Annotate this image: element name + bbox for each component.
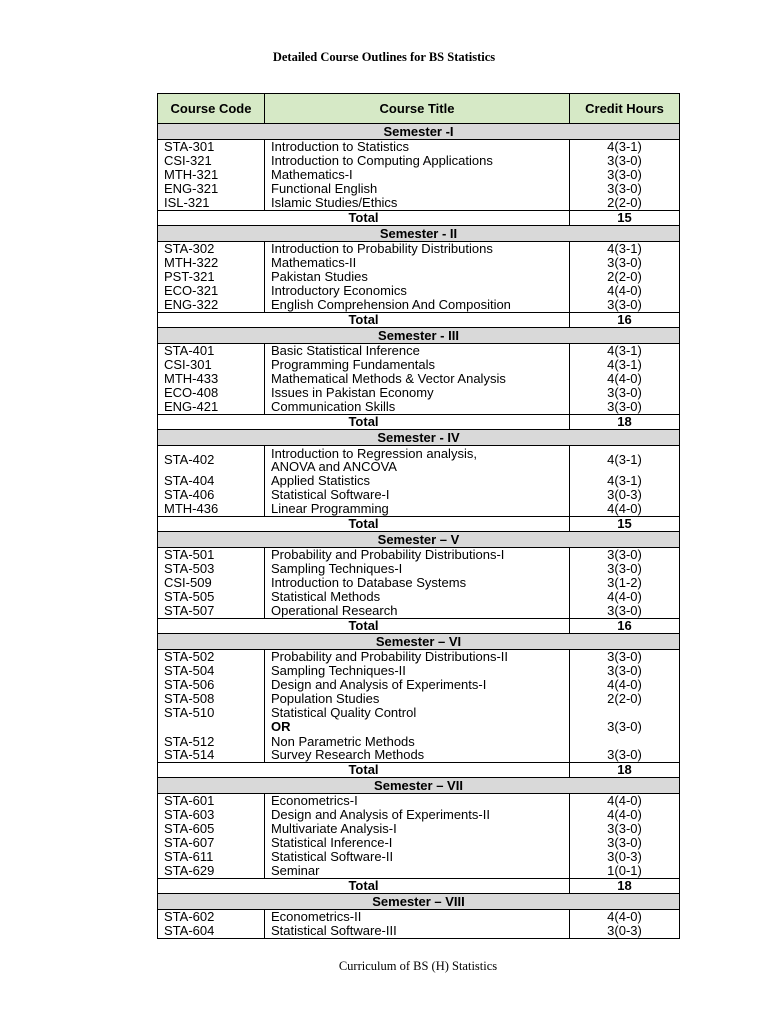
credit-hours: 3(3-0) <box>570 182 680 196</box>
course-title: Probability and Probability Distributions-I <box>265 548 570 563</box>
total-row <box>158 619 680 634</box>
total-label: Total <box>158 211 570 226</box>
semester-heading: Semester – VI <box>158 634 680 650</box>
semester-header-row <box>158 328 680 344</box>
semester-heading: Semester – V <box>158 532 680 548</box>
course-code: ENG-421 <box>158 400 265 415</box>
credit-hours: 3(3-0) <box>570 748 680 763</box>
course-row <box>158 474 680 488</box>
credit-hours: 3(3-0) <box>570 298 680 313</box>
credit-hours: 4(4-0) <box>570 794 680 809</box>
course-row <box>158 808 680 822</box>
semester-header-row <box>158 778 680 794</box>
course-title <box>265 706 570 748</box>
course-row <box>158 576 680 590</box>
alternative-titles <box>271 706 563 748</box>
course-title: Econometrics-II <box>265 910 570 925</box>
course-code: STA-603 <box>158 808 265 822</box>
credit-hours: 4(3-1) <box>570 242 680 257</box>
page-footer: Curriculum of BS (H) Statistics <box>338 959 498 973</box>
course-code: CSI-301 <box>158 358 265 372</box>
course-title: Sampling Techniques-II <box>265 664 570 678</box>
total-credit-hours: 15 <box>570 211 680 226</box>
course-code: STA-607 <box>158 836 265 850</box>
course-table <box>157 93 680 939</box>
course-code: STA-504 <box>158 664 265 678</box>
credit-hours: 4(4-0) <box>570 284 680 298</box>
course-code: ECO-408 <box>158 386 265 400</box>
semester-header-row <box>158 894 680 910</box>
course-row <box>158 182 680 196</box>
course-title: Statistical Methods <box>265 590 570 604</box>
course-title-line-1: Introduction to Regression analysis, <box>271 445 477 461</box>
credit-hours: 3(3-0) <box>570 548 680 563</box>
course-code: STA-401 <box>158 344 265 359</box>
credit-hours: 3(3-0) <box>570 706 680 748</box>
course-code: STA-505 <box>158 590 265 604</box>
course-code: STA-404 <box>158 474 265 488</box>
alternative-codes <box>164 706 258 748</box>
total-row <box>158 313 680 328</box>
course-title: Programming Fundamentals <box>265 358 570 372</box>
total-credit-hours: 16 <box>570 313 680 328</box>
course-row <box>158 836 680 850</box>
course-row <box>158 604 680 619</box>
course-title: Introduction to Database Systems <box>265 576 570 590</box>
course-title: Mathematics-I <box>265 168 570 182</box>
course-title-line-2: ANOVA and ANCOVA <box>271 459 397 474</box>
semester-header-row <box>158 124 680 140</box>
credit-hours: 3(0-3) <box>570 850 680 864</box>
course-title: English Comprehension And Composition <box>265 298 570 313</box>
course-title: Functional English <box>265 182 570 196</box>
course-row <box>158 168 680 182</box>
credit-hours: 4(4-0) <box>570 372 680 386</box>
total-row <box>158 517 680 532</box>
course-code: STA-604 <box>158 924 265 939</box>
course-title: Issues in Pakistan Economy <box>265 386 570 400</box>
course-row <box>158 298 680 313</box>
total-credit-hours: 18 <box>570 415 680 430</box>
total-credit-hours: 18 <box>570 879 680 894</box>
total-label: Total <box>158 415 570 430</box>
course-code: STA-406 <box>158 488 265 502</box>
course-code: MTH-436 <box>158 502 265 517</box>
page-title: Detailed Course Outlines for BS Statistics <box>272 50 496 64</box>
credit-hours: 3(3-0) <box>570 664 680 678</box>
semester-header-row <box>158 532 680 548</box>
course-title: Mathematical Methods & Vector Analysis <box>265 372 570 386</box>
course-row <box>158 446 680 475</box>
credit-hours: 3(3-0) <box>570 650 680 665</box>
course-title: Design and Analysis of Experiments-II <box>265 808 570 822</box>
total-credit-hours: 18 <box>570 763 680 778</box>
course-table-body <box>158 124 680 939</box>
total-label: Total <box>158 879 570 894</box>
course-code: CSI-321 <box>158 154 265 168</box>
credit-hours: 4(3-1) <box>570 446 680 475</box>
total-label: Total <box>158 313 570 328</box>
credit-hours: 3(0-3) <box>570 488 680 502</box>
course-row <box>158 372 680 386</box>
course-code-header: Course Code <box>158 94 265 124</box>
credit-hours: 2(2-0) <box>570 270 680 284</box>
course-title: Sampling Techniques-I <box>265 562 570 576</box>
course-title: Probability and Probability Distributions-II <box>265 650 570 665</box>
course-code: ECO-321 <box>158 284 265 298</box>
course-row <box>158 650 680 665</box>
course-row <box>158 284 680 298</box>
course-row <box>158 242 680 257</box>
course-title: Survey Research Methods <box>265 748 570 763</box>
credit-hours: 3(3-0) <box>570 822 680 836</box>
course-row <box>158 678 680 692</box>
course-title-header: Course Title <box>265 94 570 124</box>
course-row <box>158 256 680 270</box>
semester-heading: Semester - IV <box>158 430 680 446</box>
course-title: Mathematics-II <box>265 256 570 270</box>
course-title: Introduction to Statistics <box>265 140 570 155</box>
course-row <box>158 664 680 678</box>
course-code: STA-501 <box>158 548 265 563</box>
course-code: STA-301 <box>158 140 265 155</box>
semester-header-row <box>158 226 680 242</box>
course-code: MTH-322 <box>158 256 265 270</box>
course-title: Basic Statistical Inference <box>265 344 570 359</box>
course-code: ENG-322 <box>158 298 265 313</box>
course-code: MTH-321 <box>158 168 265 182</box>
course-title: Pakistan Studies <box>265 270 570 284</box>
course-row <box>158 692 680 706</box>
semester-heading: Semester – VIII <box>158 894 680 910</box>
course-code <box>158 706 265 748</box>
course-title: Communication Skills <box>265 400 570 415</box>
course-row <box>158 270 680 284</box>
course-code: STA-506 <box>158 678 265 692</box>
credit-hours: 4(4-0) <box>570 502 680 517</box>
total-row <box>158 415 680 430</box>
course-title: Statistical Software-III <box>265 924 570 939</box>
total-label: Total <box>158 619 570 634</box>
course-code-option-1: STA-510 <box>164 705 215 720</box>
course-title <box>265 446 570 475</box>
course-code: STA-402 <box>158 446 265 475</box>
course-title: Design and Analysis of Experiments-I <box>265 678 570 692</box>
course-title: Population Studies <box>265 692 570 706</box>
total-credit-hours: 15 <box>570 517 680 532</box>
course-row <box>158 154 680 168</box>
credit-hours: 4(3-1) <box>570 140 680 155</box>
course-code: STA-629 <box>158 864 265 879</box>
course-code: MTH-433 <box>158 372 265 386</box>
course-row <box>158 864 680 879</box>
credit-hours: 4(4-0) <box>570 590 680 604</box>
course-code: STA-601 <box>158 794 265 809</box>
course-title: Linear Programming <box>265 502 570 517</box>
course-row <box>158 548 680 563</box>
course-code: STA-602 <box>158 910 265 925</box>
course-code: STA-514 <box>158 748 265 763</box>
semester-header-row <box>158 634 680 650</box>
course-code: STA-502 <box>158 650 265 665</box>
credit-hours: 3(3-0) <box>570 400 680 415</box>
course-code: STA-611 <box>158 850 265 864</box>
course-row <box>158 590 680 604</box>
credit-hours: 3(1-2) <box>570 576 680 590</box>
course-row <box>158 562 680 576</box>
course-code: STA-302 <box>158 242 265 257</box>
course-row <box>158 344 680 359</box>
course-title: Econometrics-I <box>265 794 570 809</box>
course-code: ENG-321 <box>158 182 265 196</box>
course-code: STA-507 <box>158 604 265 619</box>
course-title: Applied Statistics <box>265 474 570 488</box>
credit-hours: 2(2-0) <box>570 196 680 211</box>
credit-hours: 3(3-0) <box>570 836 680 850</box>
course-row <box>158 924 680 939</box>
course-row <box>158 386 680 400</box>
credit-hours: 4(3-1) <box>570 358 680 372</box>
semester-heading: Semester - II <box>158 226 680 242</box>
credit-hours: 4(3-1) <box>570 344 680 359</box>
total-row <box>158 763 680 778</box>
course-title-option-2: Non Parametric Methods <box>271 733 415 749</box>
course-title: Statistical Inference-I <box>265 836 570 850</box>
course-row <box>158 400 680 415</box>
course-row <box>158 140 680 155</box>
total-label: Total <box>158 763 570 778</box>
course-code-option-2: STA-512 <box>164 733 215 749</box>
credit-hours: 4(3-1) <box>570 474 680 488</box>
course-code: ISL-321 <box>158 196 265 211</box>
or-label: OR <box>271 719 291 735</box>
course-title: Islamic Studies/Ethics <box>265 196 570 211</box>
total-credit-hours: 16 <box>570 619 680 634</box>
course-row <box>158 910 680 925</box>
course-title: Operational Research <box>265 604 570 619</box>
course-code: STA-508 <box>158 692 265 706</box>
semester-heading: Semester - III <box>158 328 680 344</box>
credit-hours: 3(3-0) <box>570 168 680 182</box>
course-title: Statistical Software-II <box>265 850 570 864</box>
course-row <box>158 822 680 836</box>
semester-heading: Semester -I <box>158 124 680 140</box>
course-row <box>158 748 680 763</box>
credit-hours: 3(3-0) <box>570 256 680 270</box>
course-title: Introduction to Computing Applications <box>265 154 570 168</box>
course-code: STA-605 <box>158 822 265 836</box>
course-title: Statistical Software-I <box>265 488 570 502</box>
course-row <box>158 502 680 517</box>
course-row <box>158 850 680 864</box>
total-row <box>158 211 680 226</box>
total-label: Total <box>158 517 570 532</box>
credit-hours: 3(3-0) <box>570 604 680 619</box>
total-row <box>158 879 680 894</box>
course-title: Introduction to Probability Distributions <box>265 242 570 257</box>
course-row <box>158 706 680 748</box>
course-title: Introductory Economics <box>265 284 570 298</box>
credit-hours: 1(0-1) <box>570 864 680 879</box>
credit-hours: 2(2-0) <box>570 692 680 706</box>
course-row <box>158 358 680 372</box>
credit-hours: 3(3-0) <box>570 154 680 168</box>
semester-heading: Semester – VII <box>158 778 680 794</box>
course-code: PST-321 <box>158 270 265 284</box>
credit-hours: 4(4-0) <box>570 678 680 692</box>
course-title-option-1: Statistical Quality Control <box>271 705 417 720</box>
credit-hours-header: Credit Hours <box>570 94 680 124</box>
course-code: STA-503 <box>158 562 265 576</box>
credit-hours: 3(3-0) <box>570 386 680 400</box>
course-row <box>158 196 680 211</box>
credit-hours: 4(4-0) <box>570 808 680 822</box>
course-row <box>158 794 680 809</box>
course-title: Multivariate Analysis-I <box>265 822 570 836</box>
credit-hours: 3(3-0) <box>570 562 680 576</box>
table-header-row <box>158 94 680 124</box>
course-code: CSI-509 <box>158 576 265 590</box>
course-row <box>158 488 680 502</box>
credit-hours: 3(0-3) <box>570 924 680 939</box>
course-title: Seminar <box>265 864 570 879</box>
credit-hours: 4(4-0) <box>570 910 680 925</box>
semester-header-row <box>158 430 680 446</box>
